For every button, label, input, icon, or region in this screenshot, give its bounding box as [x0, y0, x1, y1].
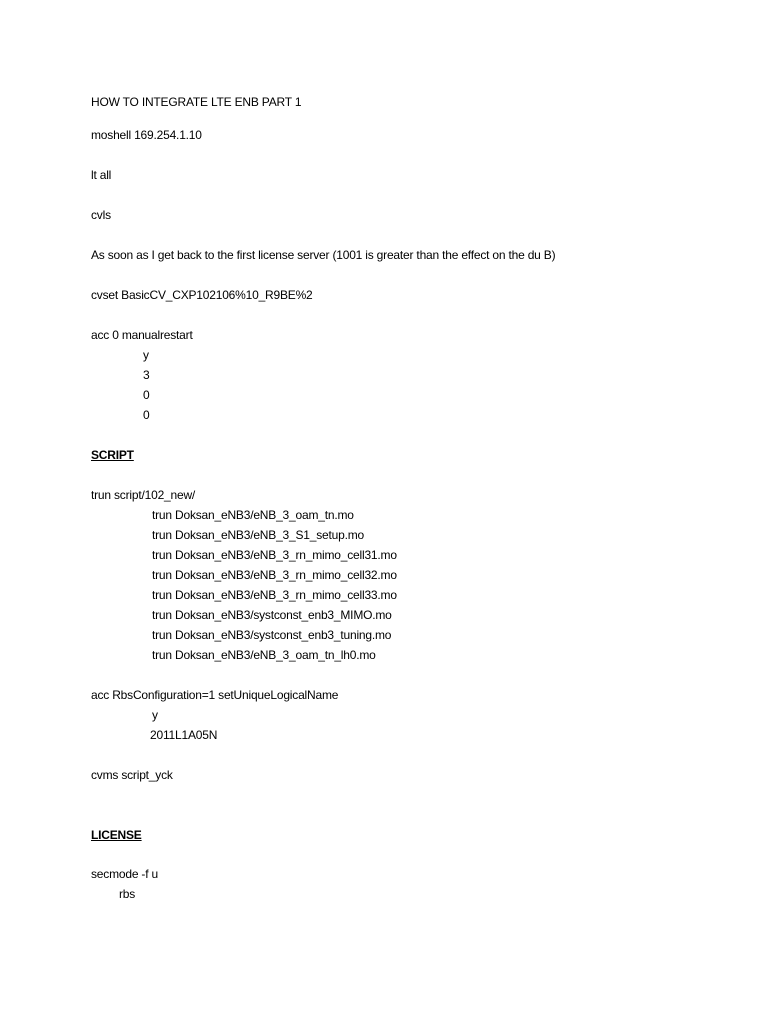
license-note: As soon as I get back to the first license server (1001 is greater than the effect on the du B): [91, 248, 556, 262]
lt-all-command: lt all: [91, 168, 112, 182]
restart-answer: y: [143, 348, 149, 362]
restart-answer: 0: [143, 388, 150, 402]
cvls-command: cvls: [91, 208, 111, 222]
trun-file-line: trun Doksan_eNB3/eNB_3_rn_mimo_cell33.mo: [152, 588, 397, 602]
trun-file-line: trun Doksan_eNB3/eNB_3_oam_tn.mo: [152, 508, 354, 522]
trun-file-line: trun Doksan_eNB3/systconst_enb3_tuning.mo: [152, 628, 392, 642]
rbs-answer: 2011L1A05N: [150, 728, 218, 742]
acc-rbsconfiguration-command: acc RbsConfiguration=1 setUniqueLogicalName: [91, 688, 339, 702]
secmode-command: secmode -f u: [91, 867, 158, 881]
trun-file-line: trun Doksan_eNB3/eNB_3_oam_tn_lh0.mo: [152, 648, 376, 662]
cvset-command: cvset BasicCV_CXP102106%10_R9BE%2: [91, 288, 313, 302]
trun-file-line: trun Doksan_eNB3/eNB_3_S1_setup.mo: [152, 528, 365, 542]
rbs-line: rbs: [119, 887, 136, 901]
trun-file-line: trun Doksan_eNB3/eNB_3_rn_mimo_cell32.mo: [152, 568, 397, 582]
trun-file-line: trun Doksan_eNB3/systconst_enb3_MIMO.mo: [152, 608, 392, 622]
restart-answer: 3: [143, 368, 150, 382]
cvms-command: cvms script_yck: [91, 768, 173, 782]
trun-file-line: trun Doksan_eNB3/eNB_3_rn_mimo_cell31.mo: [152, 548, 397, 562]
restart-answer: 0: [143, 408, 150, 422]
script-heading: SCRIPT: [91, 448, 134, 462]
rbs-answer: y: [152, 708, 158, 722]
license-heading: LICENSE: [91, 828, 142, 842]
document-title: HOW TO INTEGRATE LTE ENB PART 1: [91, 95, 302, 109]
moshell-command: moshell 169.254.1.10: [91, 128, 202, 142]
acc-manualrestart-command: acc 0 manualrestart: [91, 328, 193, 342]
trun-directory-command: trun script/102_new/: [91, 488, 196, 502]
